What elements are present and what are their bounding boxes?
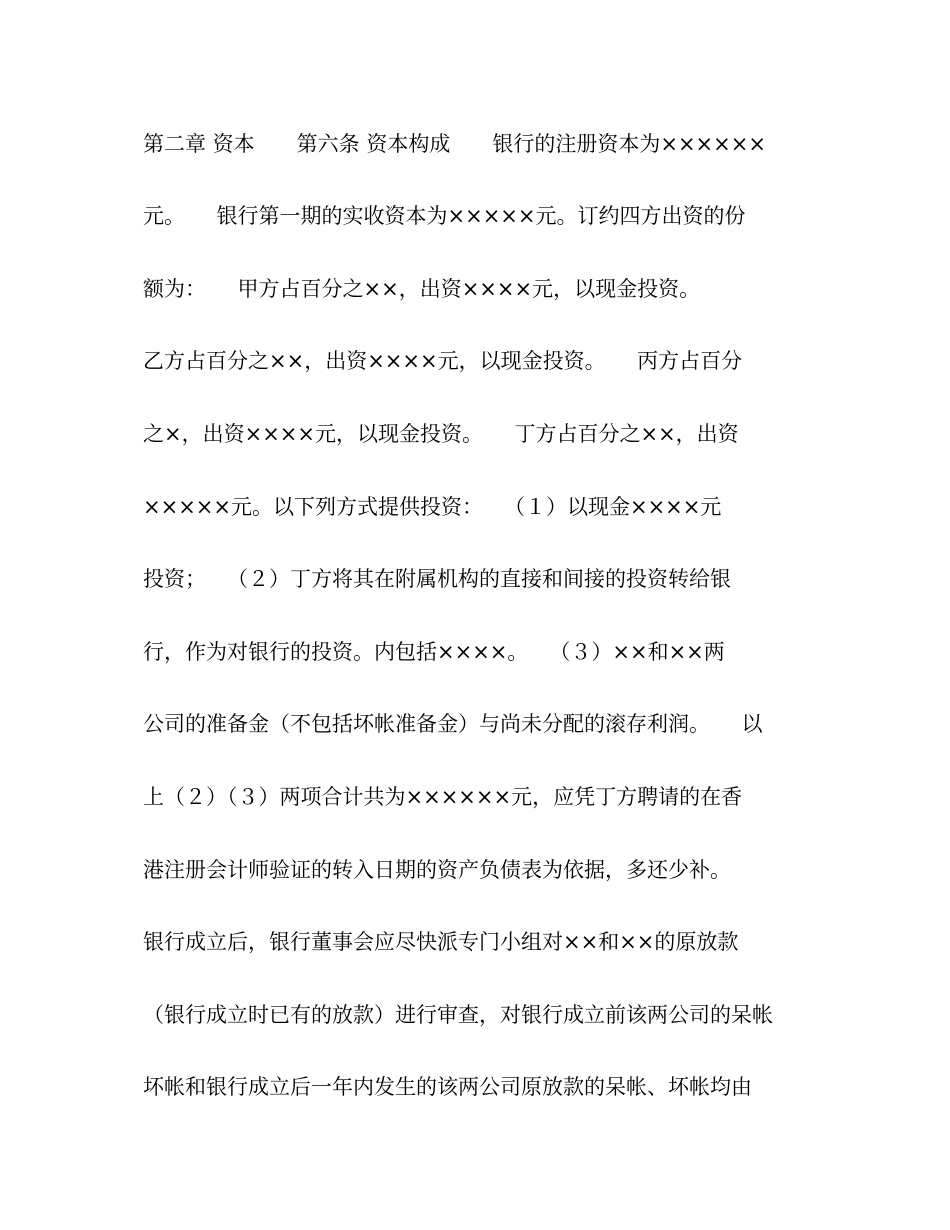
text-line: 坏帐和银行成立后一年内发生的该两公司原放款的呆帐、坏帐均由	[143, 1075, 752, 1099]
text-line: 元。 银行第一期的实收资本为×××××元。订约四方出资的份	[143, 204, 746, 228]
text-line: （银行成立时已有的放款）进行审查，对银行成立前该两公司的呆帐	[143, 1003, 773, 1027]
text-line: ×××××元。以下列方式提供投资： （１）以现金××××元	[143, 495, 722, 519]
text-line: 行，作为对银行的投资。内包括××××。 （３）××和××两	[143, 640, 725, 664]
text-line: 乙方占百分之××，出资××××元，以现金投资。 丙方占百分	[143, 349, 743, 373]
text-line: 额为： 甲方占百分之××，出资××××元，以现金投资。	[143, 277, 701, 301]
text-line: 港注册会计师验证的转入日期的资产负债表为依据，多还少补。	[143, 858, 731, 882]
text-line: 银行成立后，银行董事会应尽快派专门小组对××和××的原放款	[143, 930, 739, 954]
text-line: 公司的准备金（不包括坏帐准备金）与尚未分配的滚存利润。 以	[143, 712, 763, 736]
text-line: 第二章 资本 第六条 资本构成 银行的注册资本为××××××	[143, 132, 766, 156]
text-line: 之×，出资××××元，以现金投资。 丁方占百分之××，出资	[143, 422, 739, 446]
text-line: 投资； （２）丁方将其在附属机构的直接和间接的投资转给银	[143, 567, 731, 591]
text-line: 上（２）（３）两项合计共为××××××元，应凭丁方聘请的在香	[143, 785, 743, 809]
